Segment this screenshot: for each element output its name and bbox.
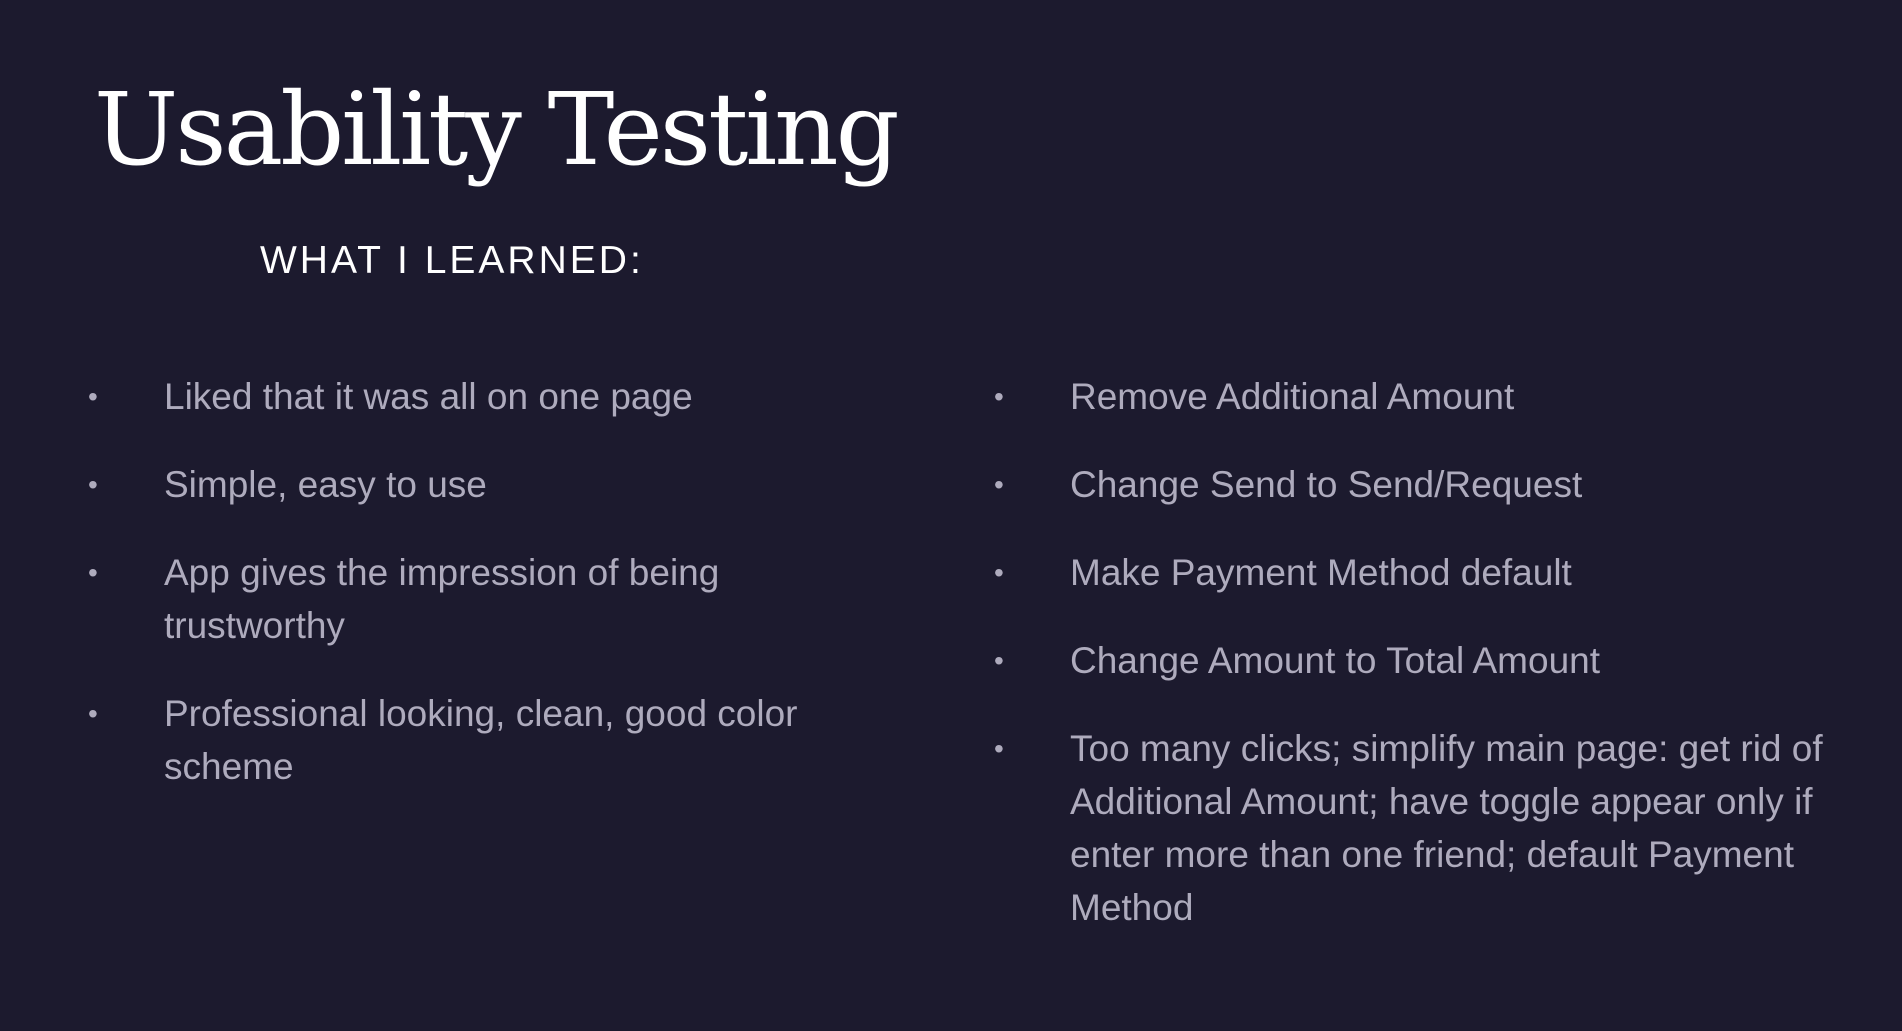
list-item — [994, 458, 1834, 511]
list-item-text: Simple, easy to use — [164, 464, 487, 505]
list-item — [994, 370, 1834, 423]
bullet-icon: • — [88, 381, 98, 412]
left-bullet-list — [88, 370, 848, 828]
list-item — [88, 687, 848, 793]
list-item — [88, 546, 848, 652]
bullet-icon: • — [88, 469, 98, 500]
list-item-text: App gives the impression of being trustworthy — [164, 552, 720, 646]
slide-subtitle: WHAT I LEARNED: — [260, 239, 644, 282]
bullet-icon: • — [994, 733, 1004, 764]
slide-title: Usability Testing — [94, 71, 897, 188]
list-item-text: Liked that it was all on one page — [164, 376, 693, 417]
list-item — [88, 458, 848, 511]
list-item — [994, 722, 1834, 934]
list-item-text: Change Amount to Total Amount — [1070, 640, 1601, 681]
bullet-icon: • — [994, 557, 1004, 588]
list-item-text: Make Payment Method default — [1070, 552, 1572, 593]
list-item — [994, 634, 1834, 687]
bullet-icon: • — [88, 698, 98, 729]
list-item — [88, 370, 848, 423]
list-item-text: Remove Additional Amount — [1070, 376, 1515, 417]
list-item-text: Change Send to Send/Request — [1070, 464, 1583, 505]
bullet-icon: • — [994, 381, 1004, 412]
bullet-icon: • — [994, 469, 1004, 500]
right-bullet-list — [994, 370, 1834, 969]
bullet-icon: • — [88, 557, 98, 588]
list-item — [994, 546, 1834, 599]
list-item-text: Professional looking, clean, good color scheme — [164, 693, 798, 787]
bullet-icon: • — [994, 645, 1004, 676]
list-item-text: Too many clicks; simplify main page: get rid of Additional Amount; have toggle appear only if enter more than one friend; default Payment Method — [1070, 728, 1823, 928]
